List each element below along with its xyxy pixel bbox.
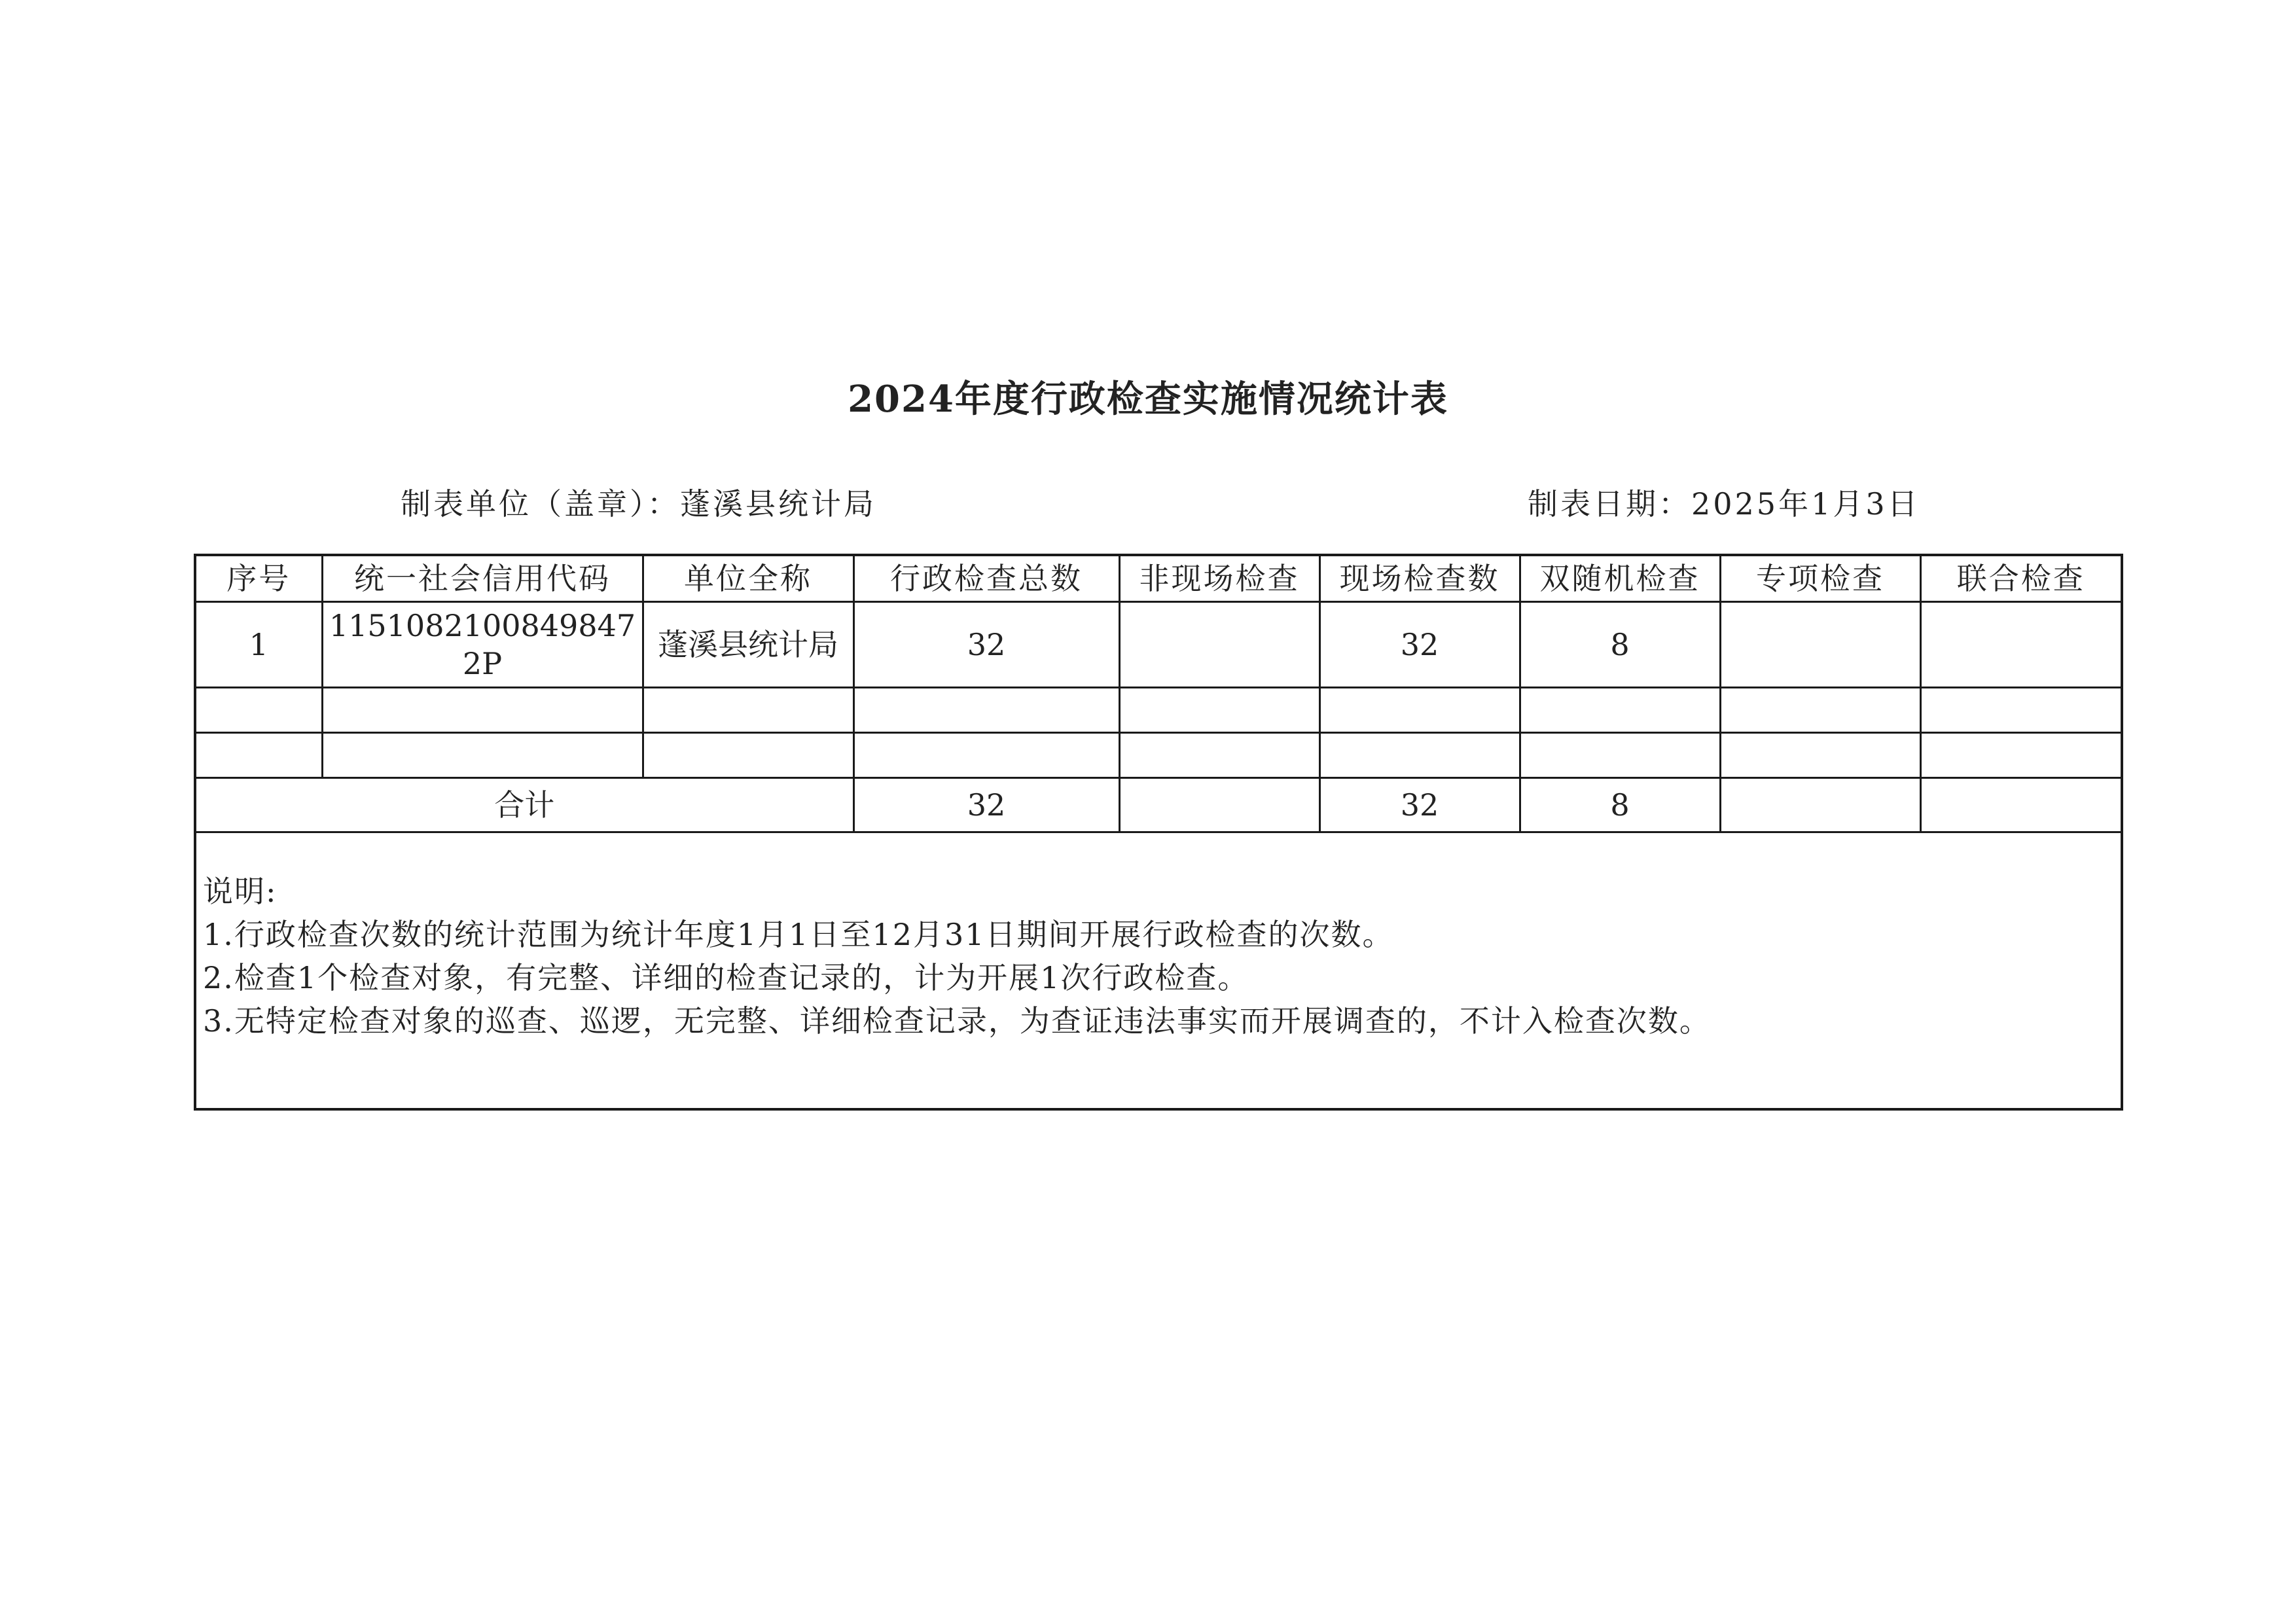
cell-joint-inspections	[1920, 733, 2122, 778]
issuing-unit: 制表单位（盖章）：蓬溪县统计局	[401, 486, 876, 522]
notes-row	[195, 832, 2122, 1110]
total-onsite-inspections: 32	[1319, 778, 1520, 832]
cell-unit-name	[643, 688, 853, 733]
cell-total-inspections	[853, 688, 1119, 733]
cell-offsite-inspections	[1119, 733, 1319, 778]
cell-joint-inspections	[1920, 688, 2122, 733]
cell-seq	[195, 688, 322, 733]
total-special-inspections	[1720, 778, 1920, 832]
header-special-inspections: 专项检查	[1720, 555, 1920, 602]
cell-credit-code	[322, 733, 643, 778]
header-credit-code: 统一社会信用代码	[322, 555, 643, 602]
cell-onsite-inspections	[1319, 733, 1520, 778]
cell-random-inspections	[1520, 733, 1720, 778]
issue-date: 制表日期：2025年1月3日	[1528, 486, 1920, 522]
cell-unit-name: 蓬溪县统计局	[643, 602, 853, 688]
cell-credit-code: 11510821008498472P	[322, 602, 643, 688]
cell-total-inspections: 32	[853, 602, 1119, 688]
cell-special-inspections	[1720, 688, 1920, 733]
total-label: 合计	[195, 778, 853, 832]
page-title: 2024年度行政检查实施情况统计表	[848, 378, 1448, 421]
cell-seq	[195, 733, 322, 778]
header-offsite-inspections: 非现场检查	[1119, 555, 1319, 602]
inspection-stats-table	[194, 554, 2123, 1111]
header-total-inspections: 行政检查总数	[853, 555, 1119, 602]
notes-heading: 说明:	[203, 874, 278, 909]
notes-section	[195, 832, 2122, 1110]
cell-offsite-inspections	[1119, 688, 1319, 733]
cell-credit-code	[322, 688, 643, 733]
cell-seq: 1	[195, 602, 322, 688]
cell-joint-inspections	[1920, 602, 2122, 688]
cell-offsite-inspections	[1119, 602, 1319, 688]
cell-random-inspections: 8	[1520, 602, 1720, 688]
total-joint-inspections	[1920, 778, 2122, 832]
cell-random-inspections	[1520, 688, 1720, 733]
header-joint-inspections: 联合检查	[1920, 555, 2122, 602]
cell-total-inspections	[853, 733, 1119, 778]
table-row	[195, 602, 2122, 688]
header-random-inspections: 双随机检查	[1520, 555, 1720, 602]
note-item: 3.无特定检查对象的巡查、巡逻，无完整、详细检查记录，为查证违法事实而开展调查的，不计入检查次数。	[203, 1003, 1711, 1039]
table-row	[195, 733, 2122, 778]
header-seq: 序号	[195, 555, 322, 602]
total-row	[195, 778, 2122, 832]
total-total-inspections: 32	[853, 778, 1119, 832]
total-offsite-inspections	[1119, 778, 1319, 832]
header-onsite-inspections: 现场检查数	[1319, 555, 1520, 602]
cell-special-inspections	[1720, 733, 1920, 778]
note-item: 2.检查1个检查对象，有完整、详细的检查记录的，计为开展1次行政检查。	[203, 960, 1249, 995]
cell-unit-name	[643, 733, 853, 778]
header-unit-name: 单位全称	[643, 555, 853, 602]
cell-special-inspections	[1720, 602, 1920, 688]
table-header-row	[195, 555, 2122, 602]
cell-onsite-inspections: 32	[1319, 602, 1520, 688]
note-item: 1.行政检查次数的统计范围为统计年度1月1日至12月31日期间开展行政检查的次数。	[203, 917, 1394, 952]
table-row	[195, 688, 2122, 733]
cell-onsite-inspections	[1319, 688, 1520, 733]
total-random-inspections: 8	[1520, 778, 1720, 832]
